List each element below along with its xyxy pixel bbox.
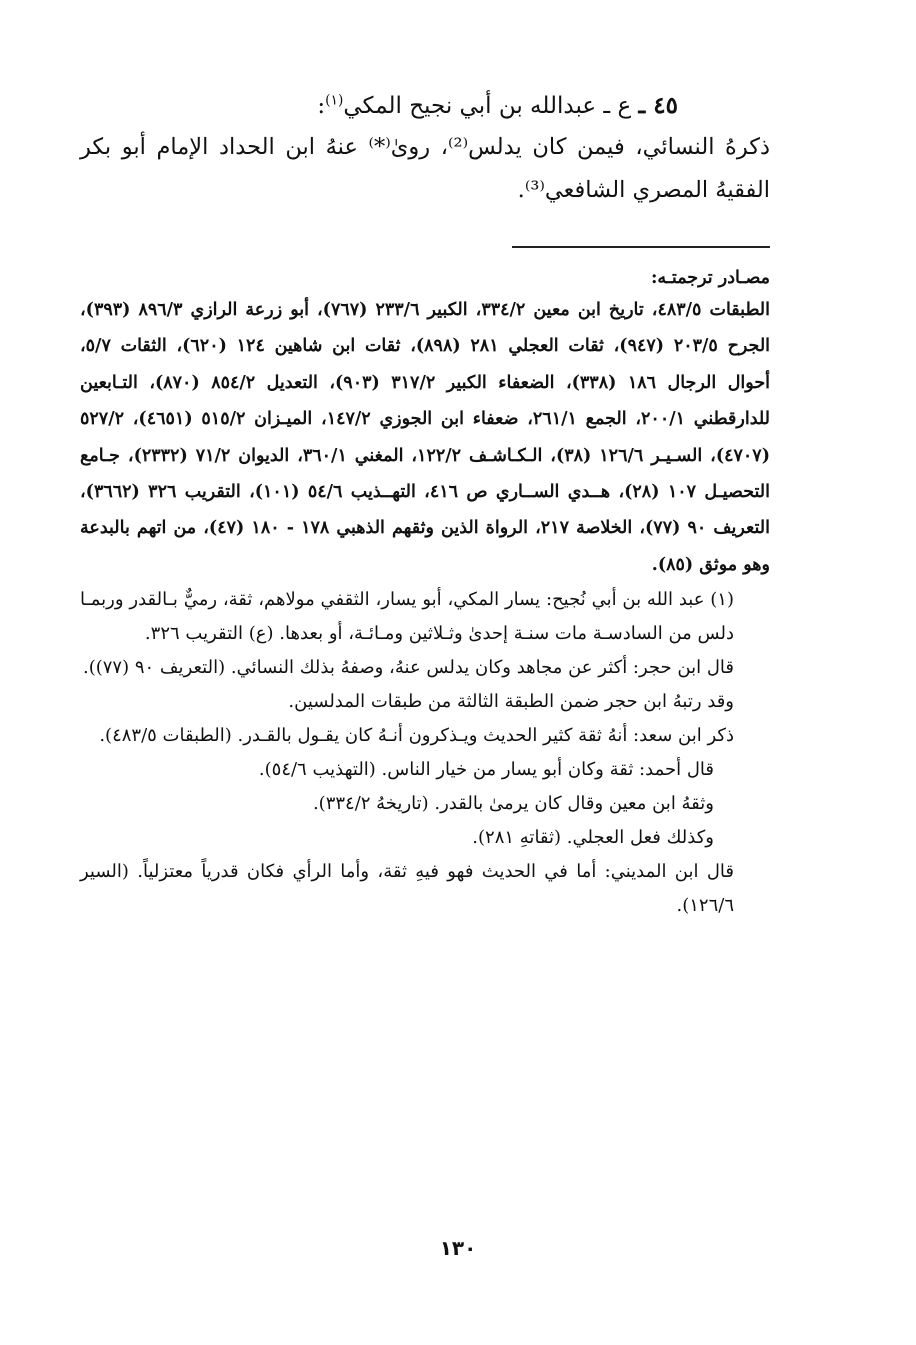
entry-name: ع ـ عبدالله بن أبي نجيح المكي [343,93,632,119]
footnote-note-ibn-madini: قال ابن المديني: أما في الحديث فهو فيهِ ثقة، وأما الرأي فكان قدرياً معتزلياً. (السير ١٢٦/٦). [80,861,734,917]
footnote-1: (١) عبد الله بن أبي نُجيح: يسار المكي، أبو يسار، الثقفي مولاهم، ثقة، رميٌّ بـالقدر وربمـا دلس من السادسـة مات سنـة إحدىٰ وثـلاثين ومـائـة، أو بعدها. (ع) التقريب ٣٢٦. [80,589,734,645]
footnote-note-rank: وقد رتبهُ ابن حجر ضمن الطبقة الثالثة من طبقات المدلسين. [288,691,734,713]
entry-footnote-ref: (١) [325,92,344,109]
page-content [80,88,770,923]
page-number: ١٣٠ [439,1236,477,1260]
footnote-note-ibn-saad: ذكر ابن سعد: أنهُ ثقة كثير الحديث ويـذكرون أنـهُ كان يقـول بالقـدر. (الطبقات ٤٨٣/٥). [99,725,734,747]
sources-list: الطبقات ٤٨٣/٥، تاريخ ابن معين ٣٣٤/٢، الكبير ٢٣٣/٦ (٧٦٧)، أبو زرعة الرازي ٨٩٦/٣ (٣٩٣)، الجرح ٢٠٣/٥ (٩٤٧)، ثقات العجلي ٢٨١ (٨٩٨)، ثقات ابن شاهين ١٢٤ (٦٢٠)، الثقات ٥/٧، أحوال الرجال ١٨٦ (٣٣٨)، الضعفاء الكبير ٣١٧/٢ (٩٠٣)، التعديل ٨٥٤/٢ (٨٧٠)، التـابعين للدارقطني ٢٠٠/١، الجمع ٢٦١/١، ضعفاء ابن الجوزي ١٤٧/٢، الميـزان ٥١٥/٢ (٤٦٥١)، ٥٢٧/٢ (٤٧٠٧)، السـيـر ١٢٦/٦ (٣٨)، الـكـاشـف ١٢٢/٢، المغني ٣٦٠/١، الديوان ٧١/٢ (٢٣٣٢)، جـامع التحصيـل ١٠٧ (٢٨)، هــدي الســاري ص ٤١٦، التهــذيب ٥٤/٦ (١٠١)، التقريب ٣٢٦ (٣٦٦٢)، التعريف ٩٠ (٧٧)، الخلاصة ٢١٧، الرواة الذين وثقهم الذهبي ١٧٨ - ١٨٠ (٤٧)، من اتهم بالبدعة وهو موثق (٨٥). [80,300,771,575]
footnote-note-ibn-hajar: قال ابن حجر: أكثر عن مجاهد وكان يدلس عنهُ، وصفهُ بذلك النسائي. (التعريف ٩٠ (٧٧)). [82,657,734,679]
footnote-note-ijli: وكذلك فعل العجلي. (ثقاتهِ ٢٨١). [472,827,714,849]
entry-number: ٤٥ ـ [638,92,678,119]
entry-title-colon: : [317,93,326,119]
footnote-note-ibn-maeen: وثقهُ ابن معين وقال كان يرمىٰ بالقدر. (تاريخهُ ٣٣٤/٢). [312,793,714,815]
entry-body: ذكرهُ النسائي، فيمن كان يدلس⁽²⁾، روىٰ⁽*⁾ عنهُ ابن الحداد الإمام أبو بكر الفقيهُ المصري الشافعي⁽³⁾. [80,134,770,203]
footnote-note-ahmad: قال أحمد: ثقة وكان أبو يسار من خيار الناس. (التهذيب ٥٤/٦). [258,759,714,781]
footnote-divider [512,246,770,248]
entry-title [80,88,770,124]
sources-heading: مصـادر ترجمتـه: [650,268,770,288]
